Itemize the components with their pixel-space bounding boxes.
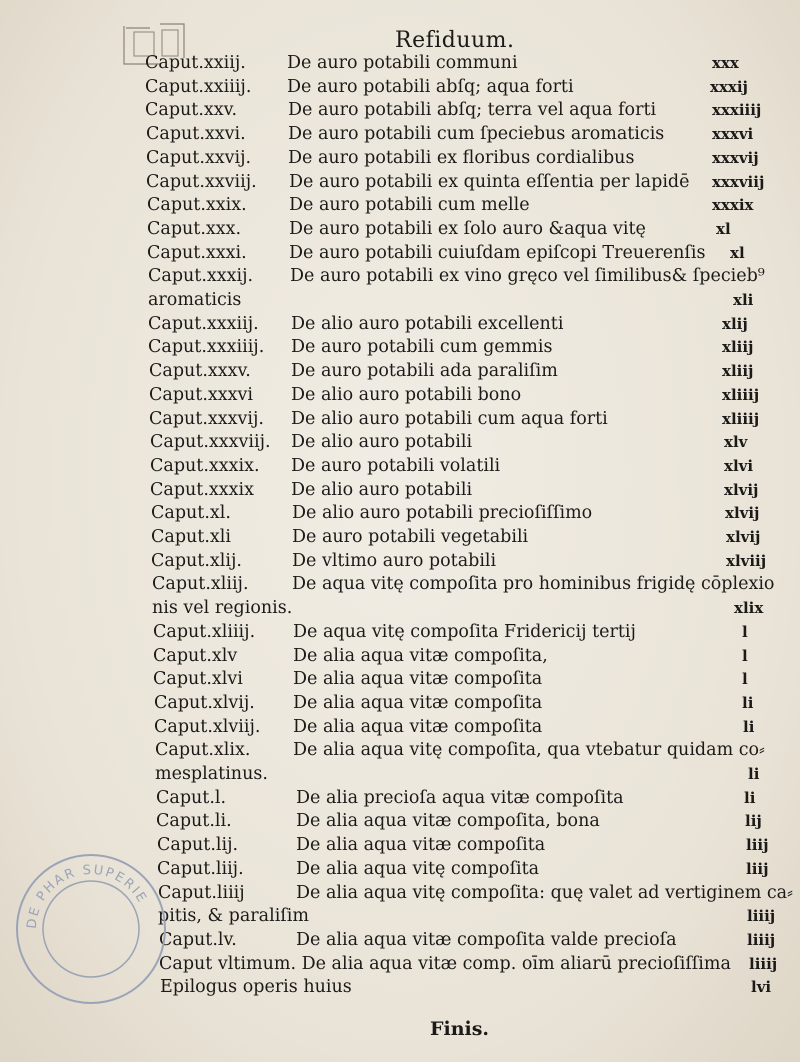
chapter-title: De alia aqua vitę compoſita, qua vtebatur quidam co⸗ bbox=[293, 740, 765, 761]
chapter-title: De auro potabili cum ſpeciebus aromaticis bbox=[288, 124, 665, 145]
chapter-label: Caput.xxvi. bbox=[146, 124, 246, 145]
folio-number: xlix bbox=[734, 599, 764, 618]
chapter-title: De alia aqua vitæ compoſita bbox=[293, 669, 543, 690]
stamp-text: DE PHAR SUPERIE bbox=[24, 862, 150, 930]
chapter-label: Caput.lv. bbox=[159, 929, 237, 950]
folio-number: xl bbox=[716, 219, 731, 238]
chapter-title: De alio auro potabili bbox=[291, 479, 473, 500]
folio-number: xliiij bbox=[722, 385, 760, 404]
chapter-label: Caput vltimum. De alia aqua vitæ comp. oīm aliarū precioſiſſima bbox=[159, 953, 731, 974]
chapter-label: Caput.xxix. bbox=[147, 195, 247, 216]
chapter-label: mesplatinus. bbox=[155, 764, 268, 784]
chapter-title: De alia aqua vitæ compoſita bbox=[293, 692, 543, 713]
chapter-title: De auro potabili communi bbox=[287, 53, 518, 73]
chapter-label: Caput.xxxix. bbox=[150, 455, 260, 476]
chapter-label: Caput.liiij bbox=[158, 882, 245, 903]
folio-number: xlvij bbox=[724, 480, 759, 499]
folio-number: liiij bbox=[747, 907, 776, 926]
chapter-label: Caput.liij. bbox=[157, 858, 244, 879]
chapter-title: De auro potabili ex ſolo auro &aqua vitę bbox=[289, 218, 646, 239]
chapter-title: De auro potabili abſq; aqua forti bbox=[287, 76, 574, 97]
folio-number: liij bbox=[746, 859, 769, 878]
chapter-title: De aqua vitę compoſita pro hominibus frigidę cōplexio bbox=[292, 574, 775, 595]
chapter-title: De alia aqua vitę compoſita: quę valet ad vertiginem ca⸗ bbox=[296, 882, 793, 903]
chapter-label: Caput.xliij. bbox=[152, 574, 249, 595]
folio-number: liij bbox=[746, 836, 769, 855]
library-stamp-icon bbox=[12, 850, 170, 1008]
folio-number: xlvij bbox=[726, 528, 761, 546]
folio-number: xxxvij bbox=[712, 148, 759, 167]
chapter-label: Caput.lij. bbox=[157, 835, 239, 856]
folio-number: xxx bbox=[712, 54, 739, 72]
folio-number: xlij bbox=[722, 314, 748, 333]
chapter-title: De auro potabili ex vino gręco vel ſimilibus& ſpecieb⁹ bbox=[290, 266, 765, 287]
folio-number: xliij bbox=[722, 362, 754, 381]
folio-number: xxxviij bbox=[712, 172, 765, 191]
chapter-title: De auro potabili ex quinta eſſentia per lapidē bbox=[289, 171, 690, 192]
chapter-title: De alia aqua vitæ compoſita valde precioſa bbox=[296, 929, 677, 950]
folio-number: xlvij bbox=[725, 504, 760, 523]
folio-number: liiij bbox=[747, 930, 776, 949]
chapter-label: Caput.xxxij. bbox=[148, 266, 254, 287]
folio-number: li bbox=[742, 693, 754, 712]
folio-number: li bbox=[748, 765, 760, 783]
chapter-label: Caput.xlix. bbox=[155, 740, 251, 761]
folio-number: xxxvi bbox=[712, 125, 754, 144]
folio-number: l bbox=[742, 622, 748, 641]
folio-number: xxxiiij bbox=[712, 101, 762, 120]
chapter-label: Caput.xxxiij. bbox=[148, 313, 259, 334]
chapter-label: Caput.xli bbox=[151, 527, 231, 547]
chapter-label: Caput.li. bbox=[156, 811, 232, 832]
page-header: Refiduum. bbox=[395, 28, 515, 53]
chapter-title: De alia aqua vitæ compoſita, bona bbox=[296, 811, 600, 832]
folio-number: xl bbox=[730, 243, 745, 262]
folio-number: l bbox=[742, 646, 748, 665]
chapter-label: Caput.xxiij. bbox=[145, 53, 246, 73]
folio-number: xxxij bbox=[710, 77, 748, 96]
folio-number: li bbox=[743, 717, 755, 736]
chapter-label: Caput.xxxi. bbox=[147, 242, 247, 263]
chapter-title: De aqua vitę compoſita Fridericij tertij bbox=[293, 621, 636, 642]
finis-label: Finis. bbox=[430, 1018, 490, 1040]
chapter-title: De alia aqua vitæ compoſita bbox=[296, 835, 546, 856]
folio-number: lij bbox=[745, 812, 762, 831]
chapter-title: De auro potabili cum melle bbox=[289, 195, 530, 216]
chapter-title: De alia aqua vitæ compoſita, bbox=[293, 645, 548, 666]
chapter-label: Epilogus operis huius bbox=[160, 977, 352, 998]
chapter-label: Caput.xxxviij. bbox=[150, 432, 271, 453]
folio-number: li bbox=[744, 788, 756, 807]
chapter-title: De auro potabili ex floribus cordialibus bbox=[288, 147, 635, 168]
chapter-title: De alia precioſa aqua vitæ compoſita bbox=[296, 787, 624, 808]
chapter-label: Caput.xxxv. bbox=[149, 361, 251, 382]
chapter-label: Caput.xxxvij. bbox=[149, 408, 264, 429]
chapter-label: aromaticis bbox=[148, 290, 242, 310]
folio-number: l bbox=[742, 670, 748, 689]
chapter-title: De alia aqua vitę compoſita bbox=[296, 858, 540, 879]
chapter-title: De alio auro potabili precioſiſſimo bbox=[292, 503, 593, 524]
chapter-label: Caput.xxiiij. bbox=[145, 76, 252, 97]
folio-number: xliij bbox=[722, 338, 754, 357]
chapter-title: De vltimo auro potabili bbox=[292, 550, 497, 571]
chapter-label: Caput.xliiij. bbox=[153, 621, 256, 642]
folio-number: xlv bbox=[724, 433, 748, 452]
chapter-label: Caput.l. bbox=[156, 787, 227, 808]
chapter-label: Caput.xl. bbox=[151, 503, 231, 524]
folio-number: xlvi bbox=[724, 456, 754, 475]
folio-number: xlviij bbox=[726, 551, 767, 570]
chapter-label: Caput.xxxvi bbox=[149, 384, 253, 405]
chapter-title: De auro potabili cuiuſdam epiſcopi Treuerenſis bbox=[289, 242, 706, 263]
folio-number: xliiij bbox=[722, 409, 760, 428]
chapter-label: Caput.xxvij. bbox=[146, 147, 252, 168]
chapter-title: De alio auro potabili excellenti bbox=[291, 313, 564, 334]
chapter-label: Caput.xxviij. bbox=[146, 171, 257, 192]
folio-number: liiij bbox=[749, 954, 778, 973]
folio-number: xxxix bbox=[712, 196, 754, 215]
chapter-label: Caput.xlv bbox=[153, 645, 238, 666]
folio-number: xli bbox=[733, 291, 754, 309]
chapter-title: De auro potabili vegetabili bbox=[292, 527, 529, 547]
chapter-title: De alia aqua vitæ compoſita bbox=[293, 716, 543, 737]
chapter-label: Caput.xxxiiij. bbox=[148, 337, 265, 358]
chapter-title: De auro potabili volatili bbox=[291, 455, 501, 476]
chapter-label: Caput.xlvij. bbox=[154, 692, 255, 713]
chapter-title: De auro potabili abſq; terra vel aqua forti bbox=[288, 100, 657, 121]
chapter-label: Caput.xxxix bbox=[150, 479, 254, 500]
chapter-title: De alio auro potabili cum aqua forti bbox=[291, 408, 608, 429]
chapter-title: De auro potabili ada paraliſim bbox=[291, 361, 558, 382]
folio-number: lvi bbox=[751, 978, 772, 997]
chapter-label: Caput.xxv. bbox=[145, 100, 238, 121]
chapter-label: Caput.xlvi bbox=[153, 669, 243, 690]
chapter-title: De auro potabili cum gemmis bbox=[291, 337, 553, 358]
chapter-label: pitis, & paraliſim bbox=[158, 906, 309, 927]
chapter-label: nis vel regionis. bbox=[152, 598, 293, 619]
chapter-title: De alio auro potabili bbox=[291, 432, 473, 453]
chapter-label: Caput.xlij. bbox=[151, 550, 242, 571]
chapter-label: Caput.xxx. bbox=[147, 218, 242, 239]
chapter-title: De alio auro potabili bono bbox=[291, 384, 522, 405]
chapter-label: Caput.xlviij. bbox=[154, 716, 261, 737]
